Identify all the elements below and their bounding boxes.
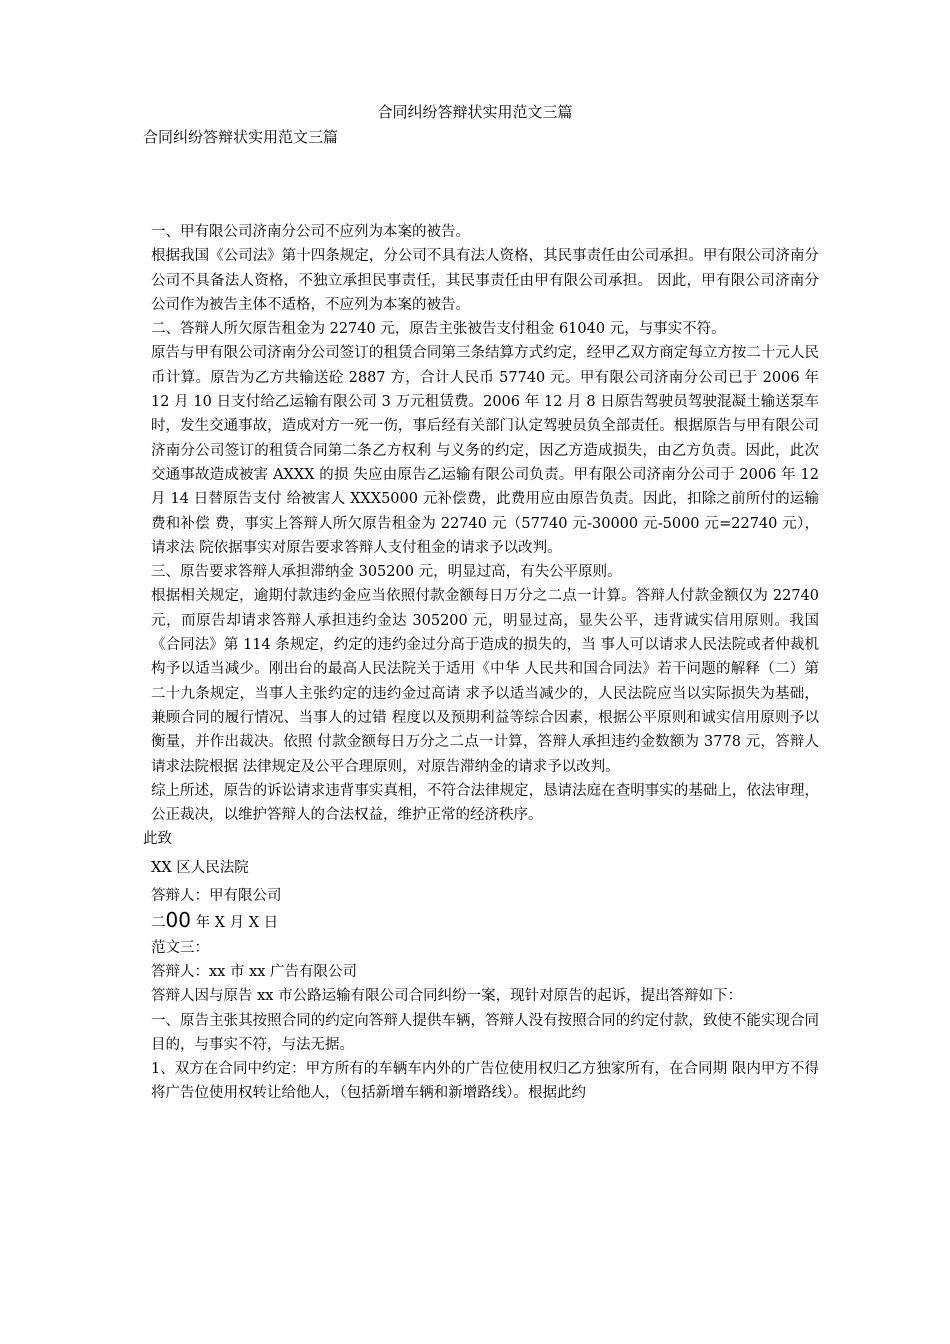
section-heading-1b: 一、原告主张其按照合同的约定向答辩人提供车辆，答辩人没有按照合同的约定付款，致使不能实现合同目的，与事实不符，与法无据。: [151, 1012, 819, 1053]
page-header-title: 合同纠纷答辩状实用范文三篇: [377, 103, 573, 121]
sample-three-heading: 范文三：: [151, 939, 209, 956]
court-name: XX 区人民法院: [151, 859, 249, 876]
respondent-signature: 答辩人：甲有限公司: [151, 888, 282, 905]
document-body: [143, 220, 819, 1106]
conclusion-paragraph: 综上所述，原告的诉讼请求违背事实真相，不符合法律规定，恳请法庭在查明事实的基础上，依法审理，公正裁决，以维护答辩人的合法权益，维护正常的经济秩序。: [151, 782, 819, 824]
section-heading-3: 三、原告要求答辩人承担滞纳金 305200 元，明显过高，有失公平原则。: [151, 564, 622, 581]
respondent-line: 答辩人：xx 市 xx 广告有限公司: [151, 963, 358, 980]
document-subtitle: 合同纠纷答辩状实用范文三篇: [143, 128, 339, 146]
date-prefix: 二: [151, 915, 166, 932]
paragraph: 答辩人因与原告 xx 市公路运输有限公司合同纠纷一案，现针对原告的起诉，提出答辩如下：: [151, 988, 743, 1005]
paragraph: 根据相关规定，逾期付款违约金应当依照付款金额每日万分之二点一计算。答辩人付款金额仅为 22740 元，而原告却请求答辩人承担违约金达 305200 元，明显过高，显失公平，违背诚实信用原则。我国《合同法》第 114 条规定，约定的违约金过分高于造成的损失的，当 事人可以请求人民法院或者仲裁机构予以适当减少。刚出台的最高人民法院关于适用《中华 人民共和国合同法》若干问题的解释（二）第二十九条规定，当事人主张约定的违约金过高请 求予以适当减少的，人民法院应当以实际损失为基础，兼顾合同的履行情况、当事人的过错 程度以及预期利益等综合因素，根据公平原则和诚实信用原则予以衡量，并作出裁决。依照 付款金额每日万分之二点一计算，答辩人承担违约金数额为 3778 元，答辩人请求法院根据 法律规定及公平合理原则，对原告滞纳金的请求予以改判。: [151, 588, 819, 775]
paragraph: 1、双方在合同中约定：甲方所有的车辆车内外的广告位使用权归乙方独家所有，在合同期 限内甲方不得将广告位使用权转让给他人，（包括新增车辆和新增路线）。根据此约: [151, 1061, 819, 1102]
section-heading-2: 二、答辩人所欠原告租金为 22740 元，原告主张被告支付租金 61040 元，与事实不符。: [151, 321, 726, 338]
section-heading-1: 一、甲有限公司济南分公司不应列为本案的被告。: [151, 224, 470, 240]
paragraph: 根据我国《公司法》第十四条规定，分公司不具有法人资格，其民事责任由公司承担。甲有限公司济南分公司不具备法人资格，不独立承担民事责任，其民事责任由甲有限公司承担。 因此，甲有限公司济南分公司作为被告主体不适格，不应列为本案的被告。: [151, 248, 819, 313]
salutation: 此致: [143, 831, 172, 848]
paragraph: 原告与甲有限公司济南分公司签订的租赁合同第三条结算方式约定，经甲乙双方商定每立方按二十元人民币计算。原告为乙方共输送砼 2887 方，合计人民币 57740 元。甲有限公司济南分公司已于 2006 年 12 月 10 日支付给乙运输有限公司 3 万元租赁费。2006 年 12 月 8 日原告驾驶员驾驶混凝土输送泵车时，发生交通事故，造成对方一死一伤，事后经有关部门认定驾驶员负全部责任。根据原告与甲有限公司济南分公司签订的租赁合同第二条乙方权利 与义务的约定，因乙方造成损失，由乙方负责。因此，此次交通事故造成被害 AXXX 的损 失应由原告乙运输有限公司负责。甲有限公司济南分公司于 2006 年 12 月 14 日替原告支付 给被害人 XXX5000 元补偿费，此费用应由原告负责。因此，扣除之前所付的运输费和补偿 费，事实上答辩人所欠原告租金为 22740 元（57740 元-30000 元-5000 元=22740 元），请求法 院依据事实对原告要求答辩人支付租金的请求予以改判。: [151, 345, 819, 556]
date-rest: 年 X 月 X 日: [195, 915, 279, 932]
date-year: 00: [165, 908, 191, 933]
date-line: [143, 908, 819, 935]
